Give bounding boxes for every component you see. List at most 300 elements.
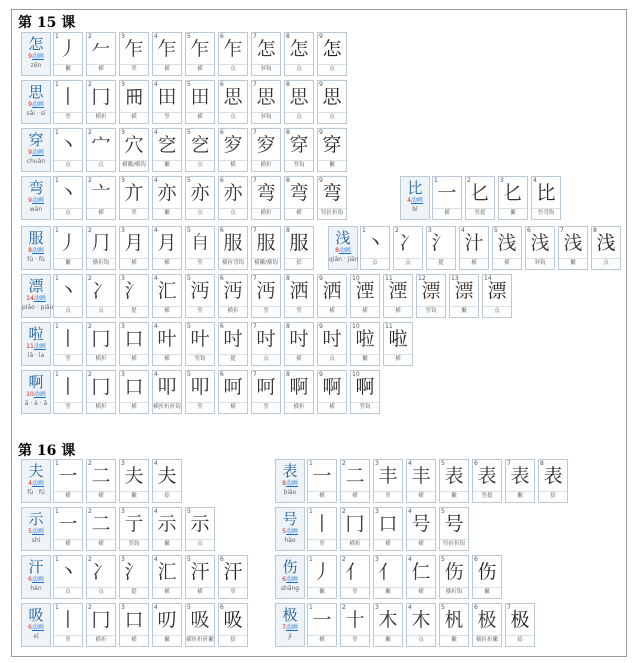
stroke-name: 捺	[219, 635, 247, 645]
stroke-step-glyph: 号	[444, 513, 464, 535]
stroke-step-cell	[218, 555, 248, 599]
stroke-step-number: 2	[88, 33, 92, 40]
stroke-step-glyph: 十	[345, 609, 365, 631]
animation-link[interactable]: 动画	[33, 295, 46, 302]
animation-link[interactable]: 动画	[31, 149, 44, 156]
stroke-step-box	[220, 130, 246, 160]
stroke-step-cell	[284, 80, 314, 124]
stroke-count	[276, 480, 304, 488]
stroke-step-cell	[86, 128, 116, 172]
stroke-step-glyph: 湮	[388, 280, 408, 302]
stroke-step-glyph: 极	[510, 609, 530, 631]
stroke-step-number: 2	[88, 460, 92, 467]
stroke-name: 点	[394, 258, 422, 268]
character-glyph: 伤	[282, 558, 298, 576]
stroke-step-number: 4	[461, 227, 465, 234]
stroke-step-cell	[152, 128, 182, 172]
stroke-step-number: 4	[154, 129, 158, 136]
stroke-step-cell	[152, 176, 182, 220]
pinyin: fū · fú	[27, 489, 45, 496]
stroke-step-number: 4	[408, 556, 412, 563]
stroke-step-box	[55, 130, 81, 160]
stroke-step-cell	[119, 555, 149, 599]
stroke-step-number: 3	[500, 177, 504, 184]
stroke-step-cell	[373, 603, 403, 647]
stroke-name: 横折	[285, 402, 313, 412]
stroke-step-box	[385, 276, 411, 306]
stroke-step-number: 6	[220, 604, 224, 611]
pinyin: sāi · sī	[26, 110, 46, 117]
stroke-step-cell	[86, 80, 116, 124]
character-glyph: 怎	[28, 35, 44, 53]
stroke-step-cell	[317, 370, 347, 414]
stroke-step-cell	[53, 459, 83, 503]
character-row	[21, 226, 317, 270]
stroke-step-box	[121, 372, 147, 402]
stroke-count	[22, 149, 50, 157]
stroke-name: 撇	[450, 306, 478, 316]
stroke-step-number: 2	[395, 227, 399, 234]
stroke-step-cell	[251, 226, 281, 270]
stroke-step-cell	[498, 176, 528, 220]
stroke-step-glyph: 穵	[190, 134, 210, 156]
stroke-name: 横折折撇	[473, 635, 501, 645]
stroke-step-cell	[119, 226, 149, 270]
stroke-name: 竖	[252, 306, 280, 316]
stroke-step-number: 8	[286, 275, 290, 282]
stroke-step-number: 10	[352, 323, 360, 330]
stroke-step-box	[319, 178, 345, 208]
stroke-step-number: 3	[121, 460, 125, 467]
stroke-step-number: 7	[507, 604, 511, 611]
stroke-name: 点	[219, 112, 247, 122]
pinyin: bǐ	[412, 206, 418, 213]
stroke-step-cell	[185, 226, 215, 270]
animation-link[interactable]: 动画	[410, 197, 423, 204]
stroke-step-box	[187, 372, 213, 402]
stroke-step-number: 9	[319, 371, 323, 378]
character-header[interactable]	[21, 555, 51, 599]
stroke-step-box	[375, 509, 401, 539]
stroke-step-number: 4	[408, 508, 412, 515]
stroke-step-number: 5	[441, 508, 445, 515]
stroke-name: 竖	[120, 208, 148, 218]
stroke-name: 点	[407, 635, 435, 645]
stroke-name: 点	[285, 64, 313, 74]
stroke-step-number: 1	[55, 275, 59, 282]
stroke-step-number: 3	[121, 556, 125, 563]
stroke-step-glyph: ⺆	[91, 232, 111, 254]
stroke-count	[22, 391, 50, 399]
stroke-step-box	[461, 228, 487, 258]
stroke-step-box	[286, 228, 312, 258]
stroke-name: 撇	[54, 64, 82, 74]
stroke-name: 撇	[374, 635, 402, 645]
stroke-name: 点	[87, 306, 115, 316]
stroke-step-glyph: 乍	[124, 38, 144, 60]
character-glyph: 号	[282, 510, 298, 528]
stroke-count-value: 9	[28, 101, 32, 108]
stroke-name: 点	[483, 306, 511, 316]
stroke-name: 撇	[473, 587, 501, 597]
stroke-name: 点	[186, 208, 214, 218]
stroke-name: 竖钩	[351, 402, 379, 412]
stroke-step-glyph: 叶	[190, 328, 210, 350]
character-header[interactable]	[21, 370, 51, 414]
stroke-name: 横	[374, 539, 402, 549]
animation-link[interactable]: 动画	[31, 624, 44, 631]
stroke-step-box	[154, 276, 180, 306]
stroke-step-box	[154, 509, 180, 539]
stroke-name: 提	[427, 258, 455, 268]
stroke-step-glyph: 叩	[190, 376, 210, 398]
stroke-name: 撇	[153, 160, 181, 170]
stroke-name: 横	[341, 491, 369, 501]
stroke-step-box	[88, 178, 114, 208]
character-header[interactable]	[21, 80, 51, 124]
stroke-step-cell	[307, 555, 337, 599]
character-header[interactable]	[21, 322, 51, 366]
stroke-step-glyph: 吋	[289, 328, 309, 350]
stroke-step-cell	[406, 603, 436, 647]
stroke-step-cell	[152, 274, 182, 318]
character-header[interactable]	[21, 32, 51, 76]
stroke-count-value: 6	[282, 576, 286, 583]
stroke-count	[401, 197, 429, 205]
stroke-step-number: 3	[121, 177, 125, 184]
stroke-step-glyph: 怎	[322, 38, 342, 60]
stroke-step-cell	[218, 322, 248, 366]
stroke-step-number: 4	[154, 371, 158, 378]
stroke-step-glyph: 氵	[124, 280, 144, 302]
stroke-name: 撇	[153, 208, 181, 218]
stroke-name: 点	[219, 64, 247, 74]
stroke-step-glyph: 丨	[58, 86, 78, 108]
stroke-step-number: 2	[88, 177, 92, 184]
stroke-step-number: 8	[286, 227, 290, 234]
stroke-step-cell	[86, 459, 116, 503]
stroke-step-box	[55, 178, 81, 208]
stroke-step-glyph: 亣	[124, 182, 144, 204]
stroke-step-number: 7	[253, 81, 257, 88]
stroke-name: 横	[120, 354, 148, 364]
stroke-name: 横	[153, 258, 181, 268]
stroke-step-glyph: 服	[289, 232, 309, 254]
stroke-step-glyph: 一	[437, 182, 457, 204]
animation-link[interactable]: 动画	[285, 576, 298, 583]
stroke-step-box	[187, 178, 213, 208]
stroke-step-number: 5	[187, 227, 191, 234]
stroke-name: 横	[407, 539, 435, 549]
stroke-step-box	[253, 372, 279, 402]
stroke-step-glyph: 穵	[157, 134, 177, 156]
stroke-step-box	[121, 82, 147, 112]
stroke-step-box	[385, 324, 411, 354]
animation-link[interactable]: 动画	[33, 343, 46, 350]
character-glyph: 弯	[28, 179, 44, 197]
stroke-step-glyph: 冂	[91, 328, 111, 350]
stroke-count-value: 6	[28, 624, 32, 631]
stroke-step-cell	[53, 176, 83, 220]
character-header[interactable]	[21, 176, 51, 220]
stroke-name: 点	[186, 160, 214, 170]
stroke-name: 横	[153, 64, 181, 74]
stroke-name: 横	[120, 402, 148, 412]
stroke-step-number: 3	[375, 556, 379, 563]
animation-link[interactable]: 动画	[285, 480, 298, 487]
stroke-name: 竖钩	[120, 539, 148, 549]
stroke-step-glyph: 田	[190, 86, 210, 108]
stroke-step-box	[286, 130, 312, 160]
animation-link[interactable]: 动画	[31, 247, 44, 254]
stroke-step-cell	[426, 226, 456, 270]
stroke-step-glyph: 示	[190, 513, 210, 535]
animation-link[interactable]: 动画	[31, 480, 44, 487]
stroke-step-cell	[185, 80, 215, 124]
stroke-step-cell	[119, 176, 149, 220]
stroke-name: 横	[87, 491, 115, 501]
stroke-step-number: 11	[385, 323, 393, 330]
pinyin: ā · á · ǎ	[24, 400, 48, 407]
character-row	[21, 459, 185, 503]
stroke-name: 斜钩	[252, 64, 280, 74]
stroke-name: 提	[219, 354, 247, 364]
stroke-step-box	[88, 228, 114, 258]
stroke-step-cell	[53, 370, 83, 414]
stroke-count-value: 7	[282, 624, 286, 631]
stroke-name: 横折钩	[87, 258, 115, 268]
stroke-step-glyph: 𣍝	[190, 232, 210, 254]
stroke-step-glyph: 冫	[398, 232, 418, 254]
stroke-name: 横	[186, 587, 214, 597]
stroke-count	[276, 576, 304, 584]
character-header[interactable]	[328, 226, 358, 270]
character-row	[275, 459, 571, 503]
stroke-step-cell	[439, 555, 469, 599]
animation-link[interactable]: 动画	[338, 247, 351, 254]
stroke-step-cell	[53, 507, 83, 551]
stroke-name: 提	[120, 587, 148, 597]
stroke-step-cell	[383, 274, 413, 318]
animation-link[interactable]: 动画	[31, 576, 44, 583]
stroke-step-box	[319, 82, 345, 112]
stroke-step-cell	[340, 555, 370, 599]
character-header[interactable]	[275, 507, 305, 551]
character-header[interactable]	[21, 128, 51, 172]
stroke-step-number: 3	[375, 460, 379, 467]
stroke-step-cell	[119, 322, 149, 366]
stroke-step-number: 6	[220, 129, 224, 136]
stroke-step-number: 3	[121, 129, 125, 136]
stroke-step-box	[88, 605, 114, 635]
stroke-step-glyph: 沔	[223, 280, 243, 302]
stroke-step-number: 5	[187, 556, 191, 563]
stroke-step-box	[441, 509, 467, 539]
stroke-step-number: 9	[319, 177, 323, 184]
stroke-name: 捺	[285, 258, 313, 268]
stroke-step-glyph: 漂	[421, 280, 441, 302]
stroke-name: 横折	[87, 635, 115, 645]
stroke-name: 撇	[499, 208, 527, 218]
stroke-step-cell	[86, 322, 116, 366]
stroke-step-number: 2	[342, 460, 346, 467]
stroke-step-number: 7	[253, 275, 257, 282]
stroke-step-box	[484, 276, 510, 306]
stroke-step-number: 8	[286, 371, 290, 378]
stroke-count-value: 4	[407, 197, 411, 204]
pinyin: hào	[284, 537, 296, 544]
character-header[interactable]	[400, 176, 430, 220]
stroke-step-number: 5	[441, 556, 445, 563]
character-glyph: 思	[28, 83, 44, 101]
stroke-count-value: 9	[28, 149, 32, 156]
stroke-name: 撇	[440, 491, 468, 501]
animation-link[interactable]: 动画	[33, 391, 46, 398]
stroke-name: 横	[318, 306, 346, 316]
stroke-count	[22, 528, 50, 536]
character-row	[21, 322, 416, 366]
stroke-step-glyph: 思	[322, 86, 342, 108]
stroke-step-cell	[119, 459, 149, 503]
stroke-step-cell	[472, 603, 502, 647]
stroke-step-glyph: 一	[58, 513, 78, 535]
stroke-name: 横折折折钩	[153, 404, 181, 410]
character-header[interactable]	[275, 459, 305, 503]
character-header[interactable]	[21, 459, 51, 503]
stroke-step-box	[154, 34, 180, 64]
character-header[interactable]	[21, 603, 51, 647]
stroke-count	[276, 624, 304, 632]
stroke-step-box	[88, 130, 114, 160]
stroke-step-box	[55, 372, 81, 402]
stroke-name: 点	[318, 64, 346, 74]
character-header[interactable]	[21, 274, 54, 318]
stroke-step-glyph: 木	[378, 609, 398, 631]
stroke-step-number: 7	[253, 129, 257, 136]
stroke-step-glyph: 湮	[355, 280, 375, 302]
stroke-name: 竖钩	[285, 160, 313, 170]
animation-link[interactable]: 动画	[31, 101, 44, 108]
stroke-name: 撇	[559, 258, 587, 268]
stroke-name: 横	[87, 539, 115, 549]
stroke-step-number: 1	[309, 604, 313, 611]
stroke-step-number: 5	[187, 508, 191, 515]
stroke-step-number: 2	[88, 81, 92, 88]
stroke-step-box	[55, 509, 81, 539]
animation-link[interactable]: 动画	[285, 528, 298, 535]
character-glyph: 极	[282, 606, 298, 624]
animation-link[interactable]: 动画	[285, 624, 298, 631]
stroke-name: 撇	[308, 587, 336, 597]
stroke-step-cell	[317, 32, 347, 76]
stroke-step-glyph: 吸	[190, 609, 210, 631]
stroke-step-number: 5	[187, 275, 191, 282]
stroke-step-glyph: 夫	[157, 465, 177, 487]
stroke-step-box	[395, 228, 421, 258]
stroke-step-number: 6	[220, 323, 224, 330]
stroke-step-glyph: 冫	[91, 280, 111, 302]
stroke-step-number: 4	[154, 275, 158, 282]
stroke-step-box	[187, 605, 213, 635]
stroke-step-box	[220, 82, 246, 112]
stroke-name: 竖	[186, 258, 214, 268]
stroke-step-box	[154, 605, 180, 635]
stroke-name: 横	[153, 587, 181, 597]
character-header[interactable]	[21, 507, 51, 551]
character-header[interactable]	[275, 555, 305, 599]
stroke-step-number: 5	[187, 129, 191, 136]
stroke-step-box	[55, 605, 81, 635]
stroke-name: 横	[351, 306, 379, 316]
stroke-step-cell	[119, 80, 149, 124]
stroke-name: 横折	[252, 208, 280, 218]
stroke-step-box	[154, 461, 180, 491]
character-glyph: 汗	[28, 558, 44, 576]
stroke-step-glyph: 丨	[58, 328, 78, 350]
stroke-step-number: 2	[88, 275, 92, 282]
animation-link[interactable]: 动画	[31, 53, 44, 60]
animation-link[interactable]: 动画	[31, 528, 44, 535]
stroke-step-box	[375, 557, 401, 587]
character-row	[275, 555, 505, 599]
stroke-step-box	[154, 130, 180, 160]
stroke-step-number: 8	[286, 177, 290, 184]
character-header[interactable]	[275, 603, 305, 647]
stroke-step-number: 3	[428, 227, 432, 234]
stroke-step-glyph: 弯	[256, 182, 276, 204]
stroke-count-value: 5	[28, 528, 32, 535]
stroke-count-value: 6	[28, 576, 32, 583]
stroke-name: 横撇/横钩	[252, 258, 280, 268]
stroke-step-number: 7	[253, 33, 257, 40]
stroke-step-box	[121, 324, 147, 354]
stroke-step-glyph: 杋	[444, 609, 464, 631]
character-row	[328, 226, 624, 270]
stroke-step-glyph: 叶	[157, 328, 177, 350]
stroke-count-value: 4	[28, 480, 32, 487]
stroke-name: 横	[153, 354, 181, 364]
stroke-step-number: 6	[474, 604, 478, 611]
stroke-step-box	[220, 605, 246, 635]
stroke-step-glyph: 丶	[58, 561, 78, 583]
stroke-step-glyph: 思	[289, 86, 309, 108]
stroke-step-glyph: 丶	[58, 182, 78, 204]
character-glyph: 漂	[28, 277, 44, 295]
stroke-step-glyph: 月	[157, 232, 177, 254]
stroke-step-glyph: 汗	[223, 561, 243, 583]
stroke-step-cell	[373, 555, 403, 599]
stroke-step-number: 7	[253, 323, 257, 330]
stroke-step-box	[55, 324, 81, 354]
stroke-step-box	[88, 372, 114, 402]
character-row	[400, 176, 564, 220]
stroke-name: 横	[219, 160, 247, 170]
character-glyph: 比	[407, 179, 423, 197]
character-header[interactable]	[21, 226, 51, 270]
stroke-name: 横	[308, 635, 336, 645]
stroke-step-glyph: 丿	[312, 561, 332, 583]
stroke-step-number: 3	[121, 508, 125, 515]
stroke-step-box	[121, 34, 147, 64]
stroke-step-number: 4	[408, 460, 412, 467]
stroke-step-cell	[251, 176, 281, 220]
animation-link[interactable]: 动画	[31, 197, 44, 204]
stroke-step-cell	[284, 128, 314, 172]
stroke-step-number: 2	[342, 508, 346, 515]
stroke-step-box	[309, 557, 335, 587]
stroke-step-glyph: 丨	[58, 609, 78, 631]
stroke-step-box	[55, 228, 81, 258]
